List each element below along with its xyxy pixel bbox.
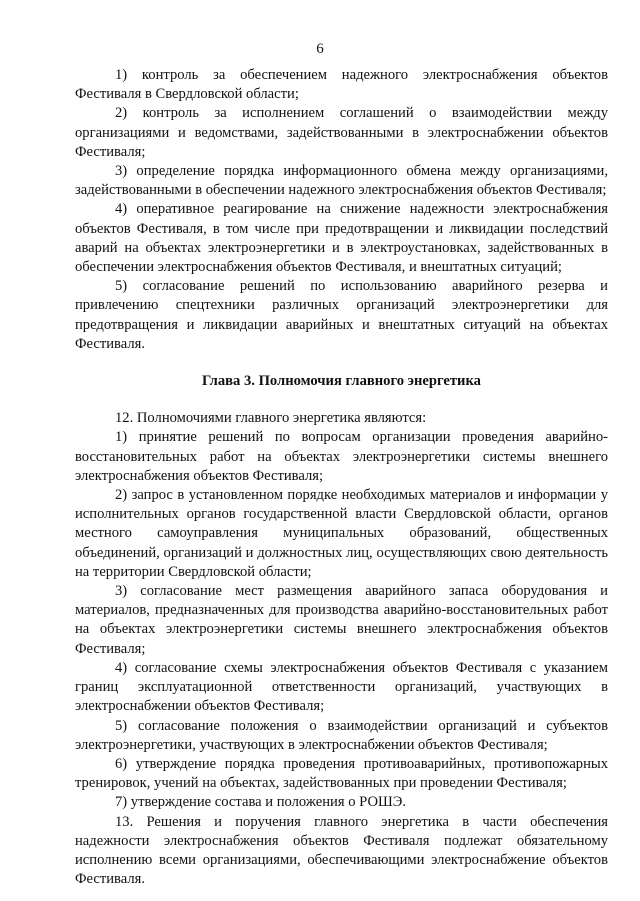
list-item-paragraph: 5) согласование положения о взаимодействии организаций и субъектов электроэнергетики, участвующих в электроснабжении объектов Фестиваля; xyxy=(75,717,608,753)
list-item-paragraph: 1) контроль за обеспечением надежного электроснабжения объектов Фестиваля в Свердловской области; xyxy=(75,67,608,103)
list-item-paragraph: 5) согласование решений по использованию аварийного резерва и привлечению спецтехники различных организаций электроэнергетики для предотвращения и ликвидации аварийных и внештатных ситуаций на объектах Фестиваля. xyxy=(75,278,608,352)
clause-paragraph: 13. Решения и поручения главного энергетика в части обеспечения надежности электроснабжения объектов Фестиваля подлежат обязательному исполнению всеми организациями, обеспечивающими электроснабжение объектов Фестиваля. xyxy=(75,813,608,888)
list-item-paragraph: 7) утверждение состава и положения о РОШЭ. xyxy=(115,794,406,811)
list-item-paragraph: 6) утверждение порядка проведения противоаварийных, противопожарных тренировок, учений на объектах, задействованных при проведении Фестиваля; xyxy=(75,755,608,792)
page-number: 6 xyxy=(316,41,324,57)
list-item-paragraph: 4) согласование схемы электроснабжения объектов Фестиваля с указанием границ эксплуатационной ответственности организаций, участвующих в электроснабжении объектов Фестиваля; xyxy=(75,659,608,715)
list-item-paragraph: 2) запрос в установленном порядке необходимых материалов и информации у исполнительных органов государственной власти Свердловской области, органов местного самоуправления муниципальных образований, общественных объединений, организаций и должностных лиц, осуществляющих свою деятельность на территории Свердловской области; xyxy=(75,487,608,580)
clause-paragraph: 12. Полномочиями главного энергетика являются: xyxy=(115,410,427,427)
document-body xyxy=(75,66,608,889)
list-item-paragraph: 3) определение порядка информационного обмена между организациями, задействованными в обеспечении надежного электроснабжения объектов Фестиваля; xyxy=(75,163,608,199)
list-item-paragraph: 2) контроль за исполнением соглашений о взаимодействии между организациями и ведомствами, задействованными в электроснабжении объектов Фестиваля; xyxy=(75,105,608,160)
chapter-title: Глава 3. Полномочия главного энергетика xyxy=(202,373,481,390)
list-item-paragraph: 4) оперативное реагирование на снижение надежности электроснабжения объектов Фестиваля, в том числе при предотвращении и ликвидации последствий аварий на объектах электроэнергетики и в электроустановках, задействованных в обеспечении электроснабжения объектов Фестиваля, и внештатных ситуаций; xyxy=(75,201,608,276)
list-item-paragraph: 1) принятие решений по вопросам организации проведения аварийно-восстановительных работ на объектах электроэнергетики системы внешнего электроснабжения объектов Фестиваля; xyxy=(75,429,608,484)
list-item-paragraph: 3) согласование мест размещения аварийного запаса оборудования и материалов, предназначенных для производства аварийно-восстановительных работ на объектах электроэнергетики системы внешнего электроснабжения объектов Фестиваля; xyxy=(75,583,608,657)
